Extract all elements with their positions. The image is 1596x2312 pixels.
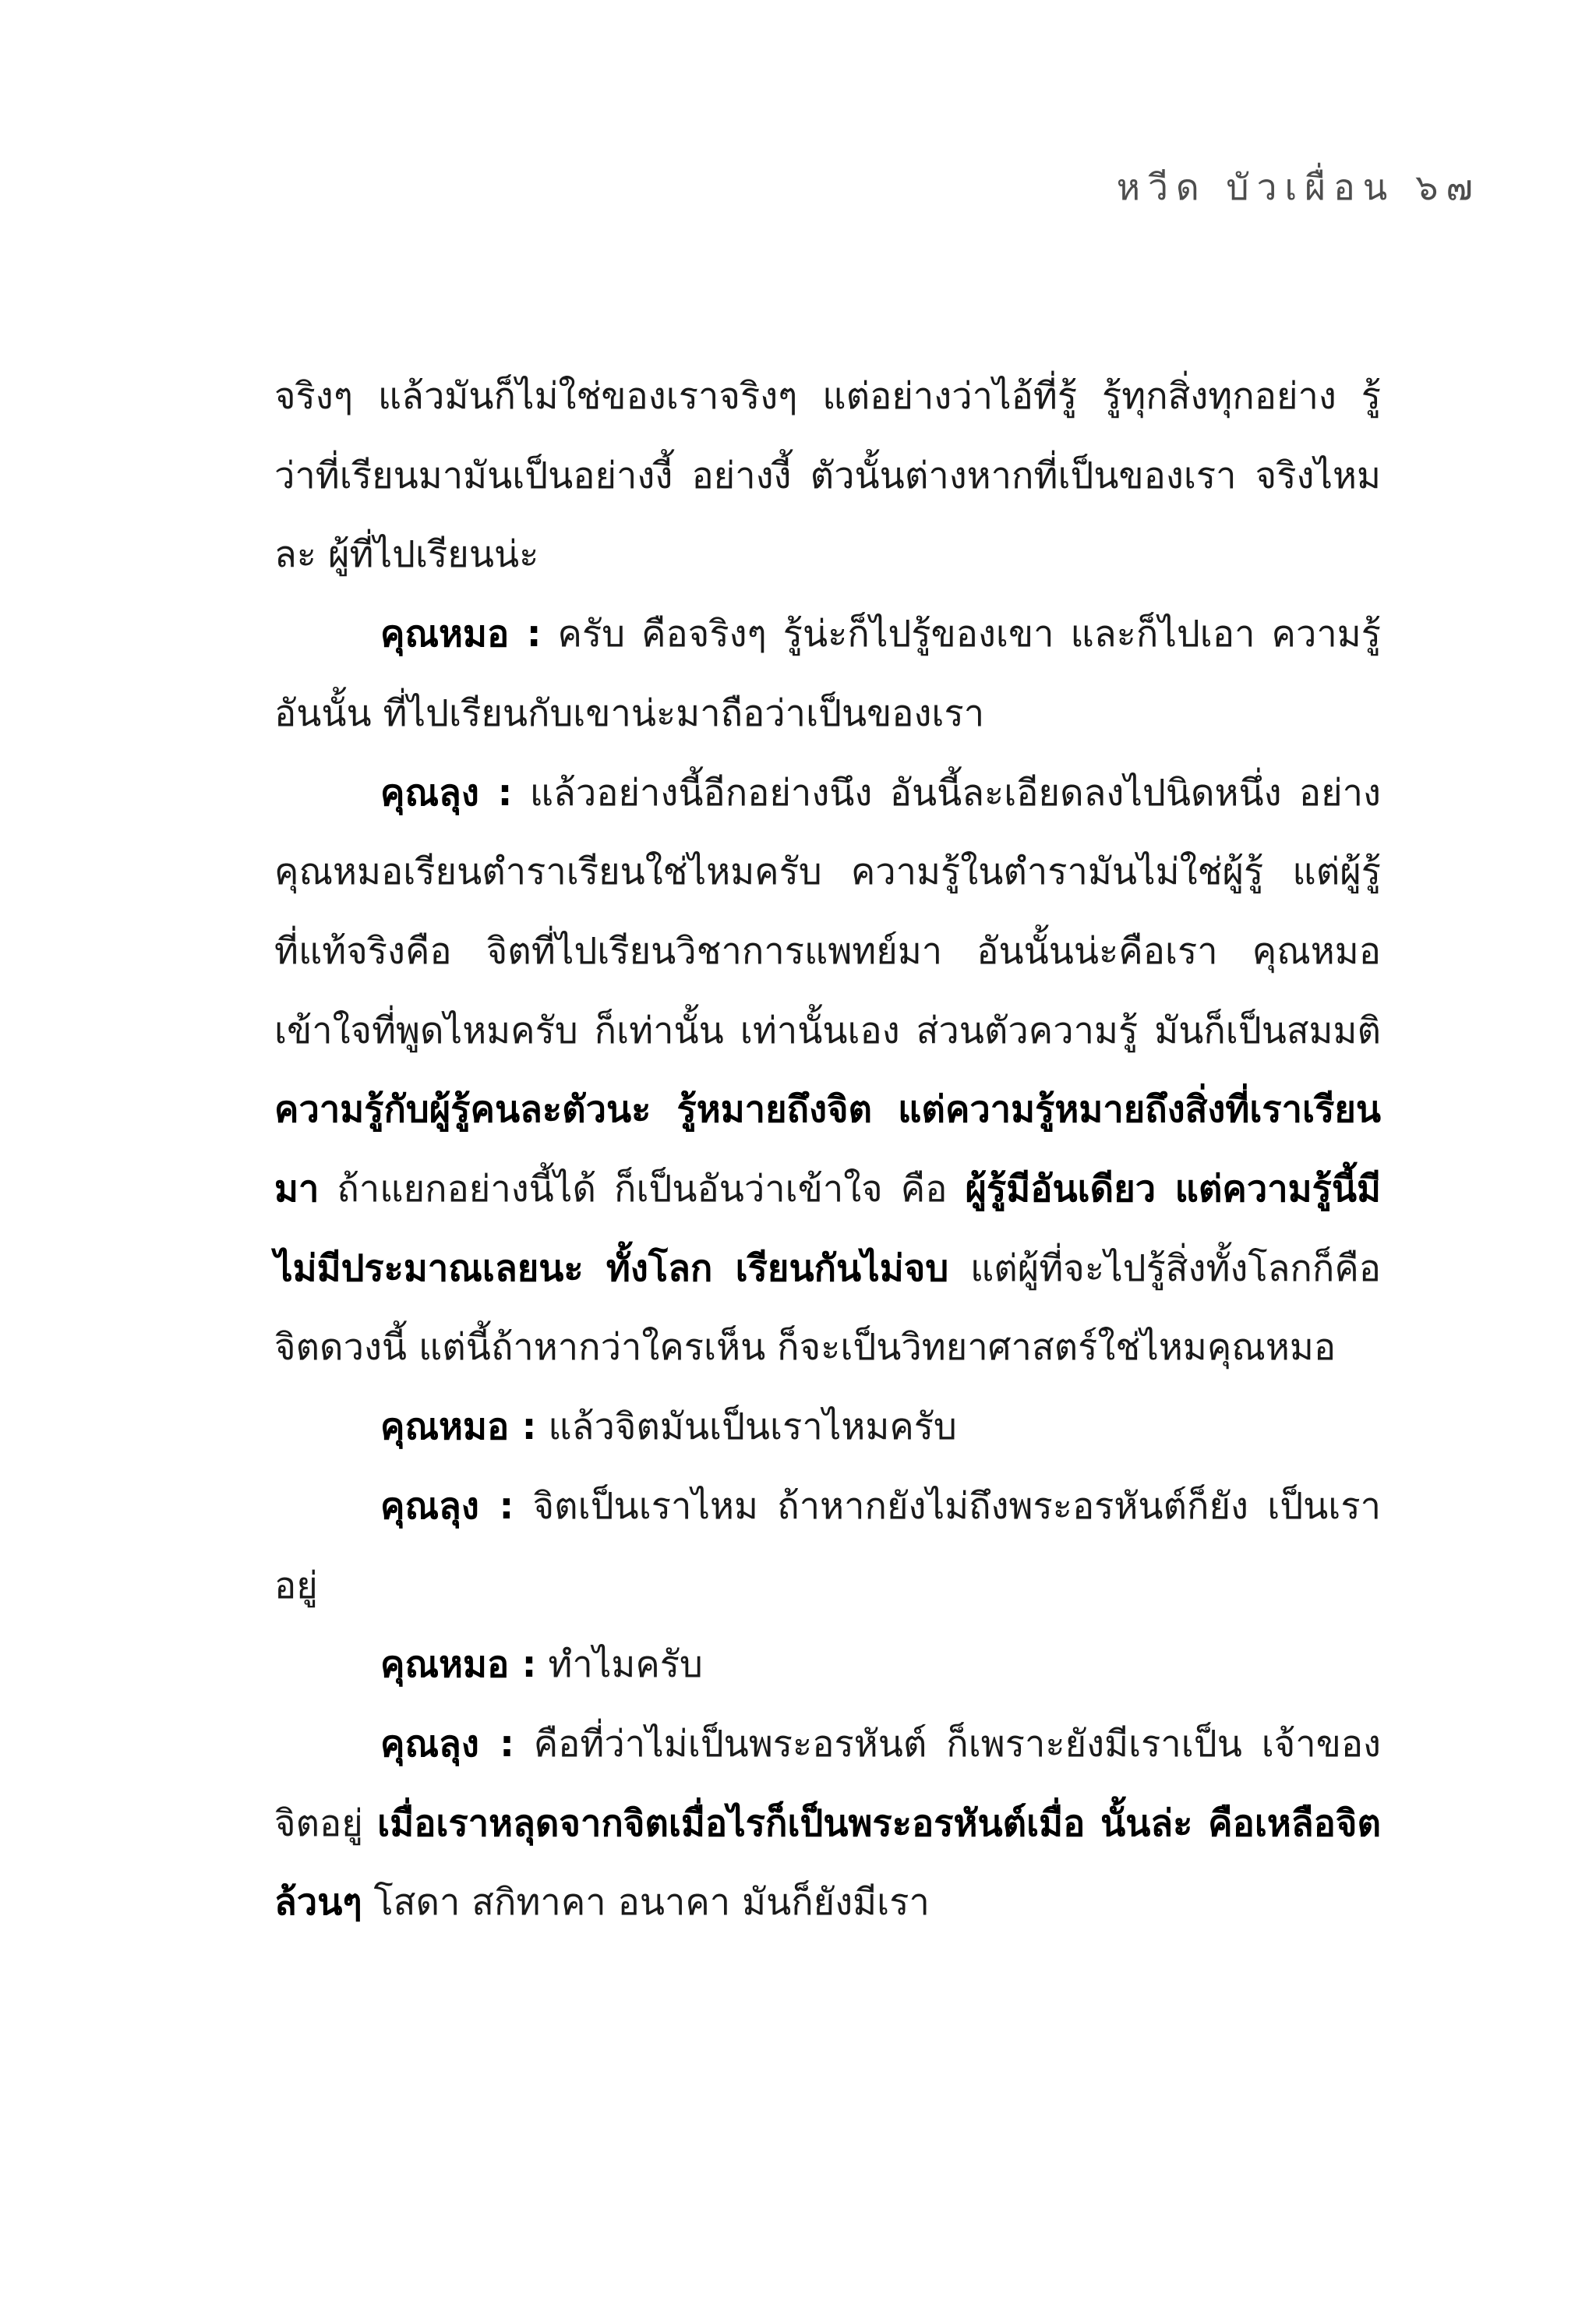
running-header (1117, 159, 1481, 216)
emphasis-text: เมื่อเราหลุดจากจิตเมื่อไรก็เป็นพระอรหันต์เมื่อ นั้นล่ะ คือเหลือจิตล้วนๆ (274, 1801, 1381, 1925)
dialogue-paragraph (274, 1467, 1381, 1625)
paragraph-text: จริงๆ แล้วมันก็ไม่ใช่ของเราจริงๆ แต่อย่างว่าไอ้ที่รู้ รู้ทุกสิ่งทุกอย่าง รู้ว่าที่เรียนมามันเป็นอย่างงี้ อย่างงี้ ตัวนั้นต่างหากที่เป็นของเรา จริงไหมละ ผู้ที่ไปเรียนน่ะ (274, 375, 1381, 577)
dialogue-paragraph (274, 595, 1381, 753)
emphasis-text: ผู้รู้มีอันเดียว แต่ความรู้นี้มีไม่มีประมาณเลยนะ ทั้งโลก เรียนกันไม่จบ (274, 1168, 1381, 1290)
emphasis-text: ความรู้กับผู้รู้คนละตัวนะ รู้หมายถึงจิต แต่ความรู้หมายถึงสิ่งที่เราเรียนมา (274, 1088, 1381, 1211)
dialogue-text: โสดา สกิทาคา อนาคา มันก็ยังมีเรา (362, 1881, 930, 1925)
dialogue-text: ถ้าแยกอย่างนี้ได้ ก็เป็นอันว่าเข้าใจ คือ (319, 1168, 966, 1211)
speaker-label: คุณหมอ : (380, 1405, 537, 1449)
speaker-label: คุณลุง : (380, 1722, 514, 1766)
body-text (274, 357, 1381, 1943)
dialogue-text: แล้วจิตมันเป็นเราไหมครับ (536, 1405, 957, 1449)
page-number: ๖๗ (1415, 166, 1481, 208)
dialogue-paragraph (274, 1625, 1381, 1705)
dialogue-text: ทำไมครับ (536, 1643, 703, 1687)
dialogue-text: ครับ คือจริงๆ รู้น่ะก็ไปรู้ของเขา และก็ไปเอา ความรู้อันนั้น ที่ไปเรียนกับเขาน่ะมาถือว่าเป็นของเรา (274, 613, 1381, 735)
dialogue-paragraph (274, 754, 1381, 1388)
speaker-label: คุณหมอ : (380, 1643, 537, 1687)
dialogue-text: แล้วอย่างนี้อีกอย่างนึง อันนี้ละเอียดลงไปนิดหนึ่ง อย่างคุณหมอเรียนตำราเรียนใช่ไหมครับ ความรู้ในตำรามันไม่ใช่ผู้รู้ แต่ผู้รู้ที่แท้จริงคือ จิตที่ไปเรียนวิชาการแพทย์มา อันนั้นน่ะคือเรา คุณหมอเข้าใจที่พูดไหมครับ ก็เท่านั้น เท่านั้นเอง ส่วนตัวความรู้ มันก็เป็นสมมติ (274, 771, 1382, 1052)
paragraph (274, 357, 1381, 595)
dialogue-text: แต่ผู้ที่จะไปรู้สิ่งทั้งโลกก็คือ จิตดวงนี้ แต่นี้ถ้าหากว่าใครเห็น ก็จะเป็นวิทยาศาสตร์ใช่ไหมคุณหมอ (274, 1246, 1382, 1370)
speaker-label: คุณลุง : (380, 771, 513, 815)
dialogue-text: คือที่ว่าไม่เป็นพระอรหันต์ ก็เพราะยังมีเราเป็น เจ้าของจิตอยู่ (274, 1722, 1381, 1845)
speaker-label: คุณลุง : (380, 1484, 514, 1528)
speaker-label: คุณหมอ : (380, 613, 542, 656)
author-name: หวีด บัวเผื่อน (1116, 166, 1396, 208)
dialogue-paragraph (274, 1388, 1381, 1467)
dialogue-text: จิตเป็นเราไหม ถ้าหากยังไม่ถึงพระอรหันต์ก็ยัง เป็นเราอยู่ (274, 1484, 1382, 1607)
dialogue-paragraph (274, 1705, 1381, 1943)
